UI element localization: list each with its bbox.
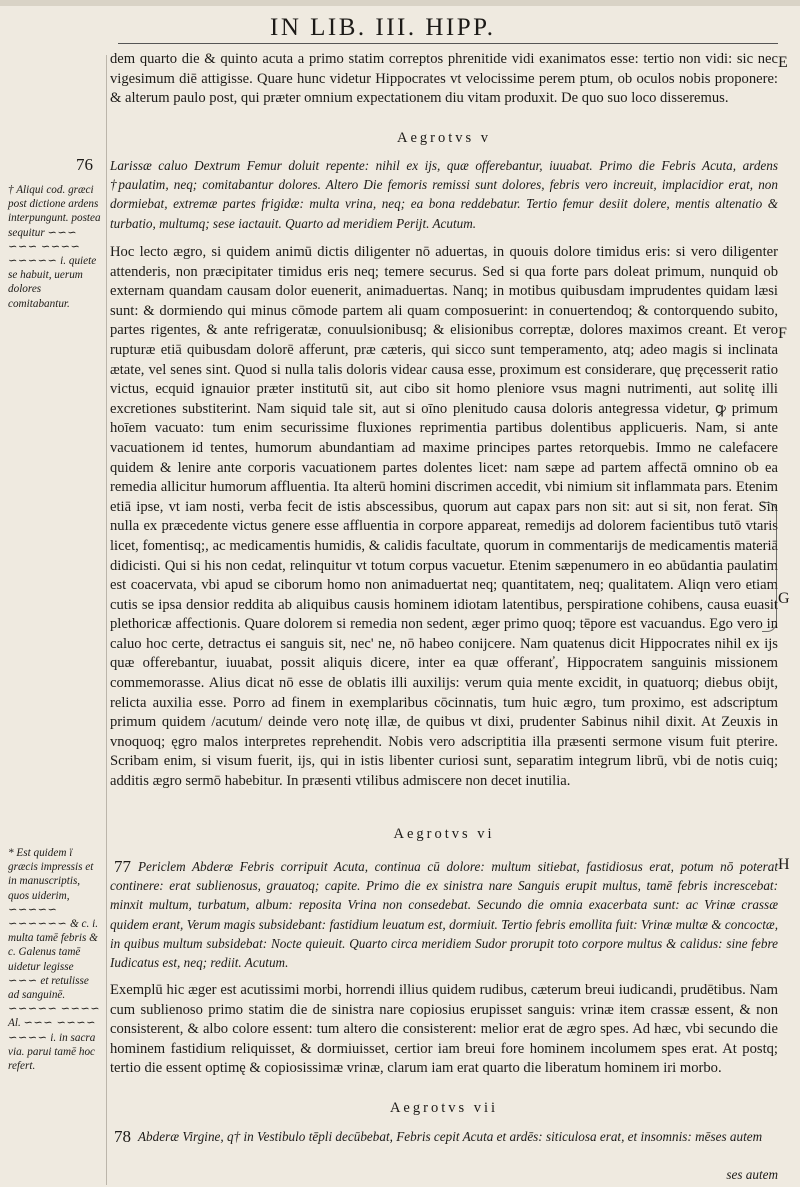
- margin-note-text: † Aliqui cod. græci post dictione ardens interpungunt. postea sequitur: [8, 184, 101, 239]
- running-head: IN LIB. III. HIPP.: [270, 14, 496, 41]
- case-text-v: [110, 156, 778, 233]
- margin-note-text: * Est quidem ï græcis impressis et in manuscriptis, quos uiderim,: [8, 847, 94, 902]
- margin-note-text: i. in sacra via. parui tamē hoc refert.: [8, 1031, 96, 1073]
- case-heading-text: Aegrotvs vi: [393, 826, 495, 842]
- case-heading-vii: [110, 1100, 778, 1117]
- commentary-paragraph: Hoc lecto ægro, si quidem animū dictis diligenter nō aduertas, in quouis dolore timidus eris: si vero diligenter attenderis, non præcipitater timidus eris neq; temere securus. Sed si qua forte pars doleat primum, nunquid ob externam quandam causam dolor euenerit, animaduertas. Nanq; in motibus quibusdam imprudentes quidam læsi sunt: & dormiendo qui minus cōmode partem ali quam composuerint: in conuertendoq; & contorquendo subito, partes rigentes, & ante refrigeratæ, conuulsionibusq; & elisionibus correptæ, dolores maximos creant. Et vero rupturæ etiā quibusdam dolorē afferunt, præ cæteris, qui sicco sunt temperamento, atq; adeo magis si inclinata ætate, vel senes sint. Quod si nulla talis doloris videaɾ causa esse, proximum est considerare, quę pręcesserit ratio victus, ecquid ignauior præter institutū sit, aut cibo sit homo pleniore vsus magni nutrimenti, aut solitę illi excretiones substiterint. Nam siquid tale sit, aut si oīno plenitudo causa doloris antegressa videtur, ꝙ primum hoīem vacuato: tum enim securissime fluxiones reprimentia partibus dolentibus applicueris. Nam, si ante vacuationem id tentes, humorum abundantiam ad maxime principes partes retorquebis. Immo ne calefacere quidem & lenire ante corporis vacuationem partes dolentes licet: nam sæpe ad partem affectā omnino ob ea remedia allicitur humorum affluentia. Ita alterū homini discrimen accedit, vbi nimium sit inflammata pars. Etenim etiā ipse, vt iam nosti, verba fecit de istis abscessibus, quorum aut capax pars non sit: aut si sit, non ferat. Sin nulla ex præcedente victus genere esse affluentia in corpore appareat, remedijs ad dolorem facientibus tutō vtaris licet, fomentisq;, ac medicamentis humidis, & calidis facultate, quorum in commentarijs de medicamentis materiā didicisti. Qui si his non cedat, relinquitur vt totum corpus vacuetur. Etenim sæpenumero in eo abūdantia paulatim est coacervata, vbi apud se ciborum homo non animaduertat neq; quantitatem, neq; qualitatem. Aliqn vero etiam cutis se ipsa densior reddita ab aliquibus causis hominem idiotam latentibus, perspiratione cohibens, causa euasit plethoricæ affectionis. Quare dolorem si remedia non sedent, æger primo quoq; tēpore est vacuandus. Ego vero in caluo hoc certe, detractus ei sanguis sit, nec' ne, nō habeo conijcere. Nam quatenus dicit Hippocrates nihil ex ijs quæ offerebantur, iuuabat, possit aliquis dicere, inter ea quæ offeranť, Hippocratem sanguinis missionem commemorasse. Alius dicat nō esse de oblatis illi auxilijs: verum quia mente excidit, in quatuorq; diebus obijt, relicta auxilia esse. Porro ad finem in exemplaribus cōcinnatis, tum huic ægro, tum proximo, est adscriptum primum quidem /acutum/ deinde vero notę illæ, de quibus vt dixi, prudenter Sabinus nihil dixit. At Zeuxis in vnoquoq; ęgro malos interpretes reprehendit. Nobis vero adscriptitia illa præsenti sermone visum fuit pterire. Scribam enim, si visum fuerit, ijs, qui in istis libenter curiosi sunt, separatim integrum librū, vbi de notis cuiq; additis ægro sermō habebitur. In præsenti vtilibus admiscere non decet inutilia.: [110, 244, 778, 790]
- margin-letter-h: H: [778, 856, 790, 873]
- margin-note-text: Al.: [8, 1017, 21, 1030]
- commentary-v: [110, 243, 778, 792]
- margin-note-text: i. quiete se habuit, uerum dolores comitabantur.: [8, 255, 97, 310]
- case-number-78: 78: [114, 1127, 131, 1146]
- header-rule: [118, 43, 778, 44]
- case-number-77: 77: [114, 857, 131, 876]
- margin-letter-e: E: [778, 54, 788, 71]
- greek-text: ∽∽∽ ∽∽∽∽ ∽∽∽∽: [8, 1017, 96, 1044]
- ink-bracket-mark: [762, 502, 777, 632]
- case-heading-text: Aegrotvs v: [396, 130, 492, 146]
- case-text: Abderæ Virgine, q† in Vestibulo tēpli decūbebat, Febris cepit Acuta et ardēs: siticulosa erat, et insomnis: mēses autem: [138, 1129, 763, 1144]
- commentary-paragraph: Exemplū hic æger est acutissimi morbi, horrendi illius quidem rudibus, cæterum breui iudicandi, prudētibus. Nam cum sublienoso primo statim die de sinistra nare copiosius erupisset sanguis: vrinæ item crassæ essent, & non consisterent, & albo colore essent: tum altero die consisterent: melior erat de ægro spes. Ad hæc, vbi secundo die hominem fastidium reliquisset, & dormiuisset, certior iam breui fore hominem incolumem spes erat. At postq; tertio die essent optimę & copiosissimæ vrinæ, clarum iam erat quarto die liberatum hominem iri morbo.: [110, 982, 778, 1077]
- case-number-76: 76: [76, 155, 93, 174]
- catchword: ses autem: [726, 1167, 778, 1182]
- case-text-vii: [110, 1127, 778, 1146]
- case-heading-v: [110, 130, 778, 147]
- continuation-paragraph: dem quarto die & quinto acuta a primo statim correptos phrenitide vidi exanimatos esse: tertio non vidi: sic nec vigesimum diē attigisse. Quare hunc videtur Hippocrates vt velocissime perem ptum, ob oculos nobis proponere: & alterum paulo post, qui præter omnium expectationem diu vitam produxit. De quo suo loco disseremus.: [110, 51, 778, 107]
- margin-letter-g: G: [778, 590, 790, 607]
- catchword-row: [110, 1165, 778, 1184]
- margin-note-text: & c. i. multa tamē febris & c. Galenus tamē uidetur legisse: [8, 918, 99, 973]
- margin-note-1: [8, 183, 102, 311]
- greek-text: ∽∽∽ ∽∽∽ ∽∽∽∽ ∽∽∽∽∽: [8, 226, 81, 268]
- case-heading-vi: [110, 826, 778, 843]
- margin-note-text: et retulisse ad sanguinē.: [8, 974, 89, 1002]
- case-text-vi: [110, 857, 778, 972]
- page-top-edge: [0, 0, 800, 6]
- margin-note-2: [8, 846, 102, 1073]
- case-text: Larissæ caluo Dextrum Femur doluit repente: nihil ex ijs, quæ offerebantur, iuuabat. Primo die Febris Acuta, ardens †paulatim, neq; comitabantur dolores. Altero Die femoris remissi sunt dolores, febris vero increuit, implacidior erat, non dormiebat, extremæ partes frigidæ: multa vrina, neq; ea bona reddebatur. Tertio femur desiit dolere, mentis altenatio & turbatio, multumq; sese iactauit. Quarto ad meridiem Perijt. Acutum.: [110, 158, 778, 231]
- case-heading-text: Aegrotvs vii: [389, 1100, 499, 1116]
- margin-letter-f: F: [778, 325, 787, 342]
- greek-text: ∽∽∽: [8, 974, 38, 987]
- commentary-vi: [110, 981, 778, 1079]
- case-text: Periclem Abderæ Febris corripuit Acuta, continua cū dolore: multum sitiebat, fastidiosus erat, potum nō poterat continere: erat sublienosus, grauatoq; capite. Primo die ex sinistra nare Sanguis erupit multus, tamē febris increscebat: minxit multum, turbatum, album: reposita Vrina non consedebat. Secundo die omnia exacerbata sunt: ac Vrinæ crassæ quidem erant, Verum magis subsidebant: fastidium leuatum est, dormiuit. Tertio febris emollita fuit: Vrinæ multæ & concoctæ, in quibus multum subsidebat: Nocte quieuit. Quarto circa meridiem Sudor prorupit toto corpore multus & calidus: sine febre Iudicatus est, neq; rediit. Acutum.: [110, 859, 778, 971]
- margin-rule: [106, 55, 107, 1185]
- greek-text: ∽∽∽∽∽ ∽∽∽∽: [8, 1003, 101, 1016]
- top-continuation: [110, 50, 778, 109]
- greek-text: ∽∽∽∽∽ ∽∽∽∽∽∽: [8, 903, 68, 931]
